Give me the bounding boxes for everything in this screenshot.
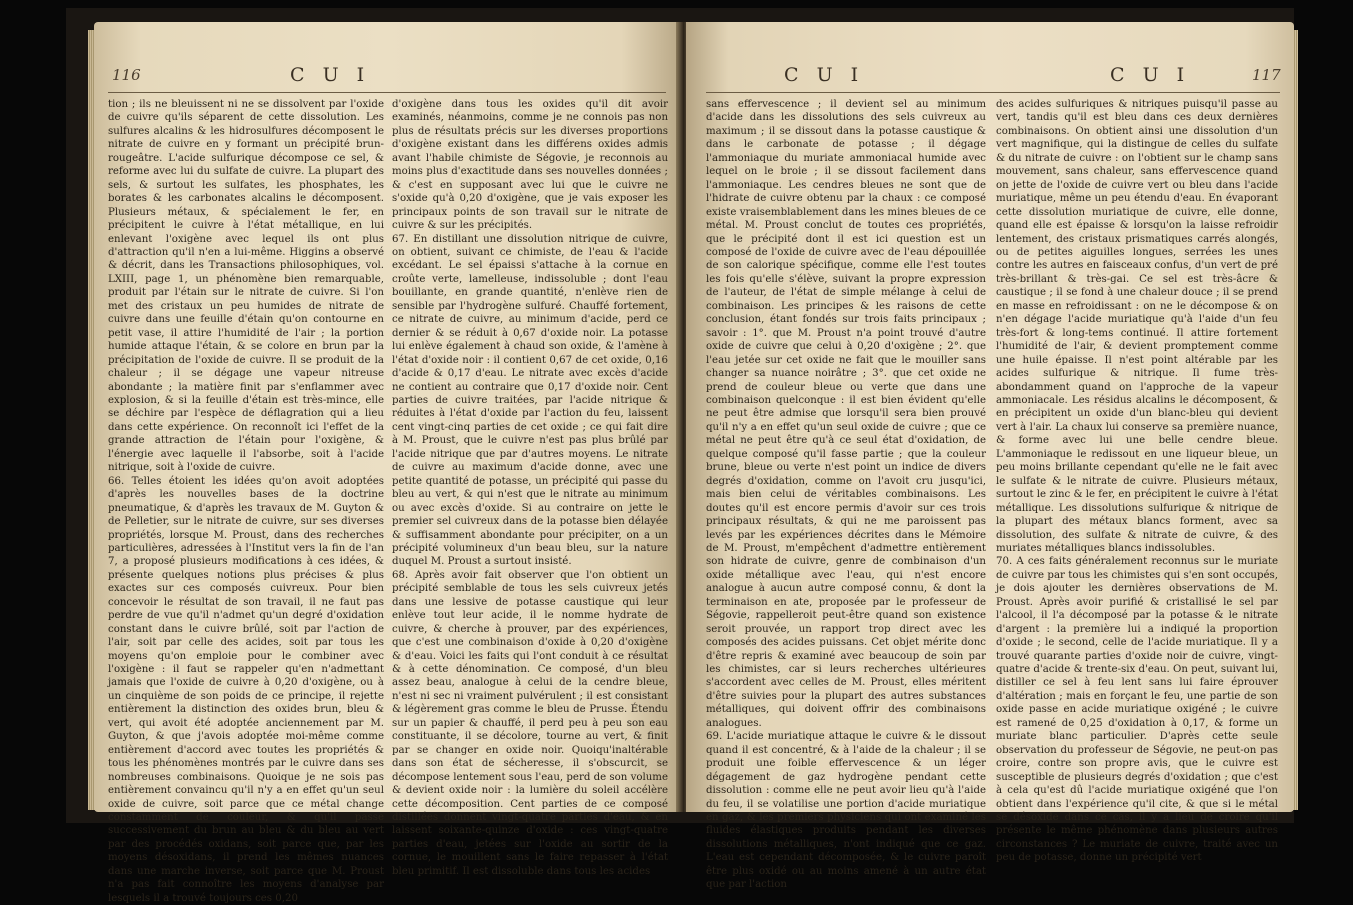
right-page-column-2 [996,98,1278,864]
left-page-column-2 [392,98,668,877]
right-page [686,22,1294,891]
right-running-head: C U I [1110,64,1191,86]
right-header-rule [706,92,1280,93]
left-running-head: C U I [290,64,371,86]
left-header-rule [108,92,666,93]
left-page-column-1 [108,98,384,904]
right-column-1-text: sans effervescence ; il devient sel au minimum d'acide dans les dissolutions des sels cuivreux au maximum ; il se dissout dans la potasse caustique & dans le carbonate de potasse ; il dégage l'ammoniaque du muriate ammoniacal humide avec lequel on le broie ; il se dissout facilement dans l'ammoniaque. Les cendres bleues ne sont que de l'hidrate de cuivre obtenu par la chaux : ce composé existe vraisemblablement dans les mines bleues de ce métal. M. Proust conclut de toutes ces propriétés, que le précipité dont il est ici question est un composé de l'oxide de cuivre avec de l'eau dépouillée de son calorique spécifique, comme elle l'est toutes les fois qu'elle s'élève, suivant la propre expression de l'auteur, de l'état de simple mélange à celui de combinaison. Les principes & les raisons de cette conclusion, étant fondés sur trois faits principaux ; savoir : 1°. que M. Proust n'a point trouvé d'autre oxide de cuivre que celui à 0,20 d'oxigène ; 2°. que l'eau jetée sur cet oxide ne fait que le mouiller sans changer sa nuance noirâtre ; 3°. que cet oxide ne prend de couleur bleue ou verte que dans une combinaison quelconque : il est bien évident qu'elle ne peut être admise que lorsqu'il sera bien prouvé qu'il n'y a en effet qu'un seul oxide de cuivre ; que ce métal ne peut être qu'à ce seul état d'oxidation, de quelque composé qu'il fasse partie ; que la couleur brune, bleue ou verte n'est point un indice de divers degrés d'oxidation, comme on l'avoit cru jusqu'ici, mais bien celui de véritables combinaisons. Les doutes qu'il est encore permis d'avoir sur ces trois principaux résultats, & qui ne me paroissent pas levés par les expériences décrites dans le Mémoire de M. Proust, m'empêchent d'admettre entièrement son hidrate de cuivre, genre de combinaison d'un oxide métallique avec l'eau, qui n'est encore analogue à aucun autre composé connu, & dont la terminaison en ate, proposée par le professeur de Ségovie, rappelleroit peut-être quand son existence seroit prouvée, un rapport trop direct avec les composés des acides puissans. Cet objet mérite donc d'être repris & examiné avec beaucoup de soin par les chimistes, car si leurs recherches ultérieures s'accordent avec celles de M. Proust, elles méritent d'être suivies pour la plupart des autres substances métalliques, qui doivent offrir des combinaisons analogues. 69. L'acide muriatique attaque le cuivre & le dissout quand il est concentré, & à l'aide de la chaleur ; il se produit une foible effervescence & un léger dégagement de gaz hydrogène pendant cette dissolution : comme elle ne peut avoir lieu qu'à l'aide du feu, il se volatilise une portion d'acide muriatique en gaz, & les premiers physiciens qui ont examiné les fluides élastiques produits pendant les diverses dissolutions métalliques, n'ont indiqué que ce gaz. L'eau est cependant décomposée, & le cuivre paroît être plus oxidé ou au moins amené à un autre état que par l'action [706,99,986,891]
left-column-2-text: d'oxigène dans tous les oxides qu'il dit avoir examinés, néanmoins, comme je ne connois pas non plus de résultats précis sur les diverses proportions d'oxigène existant dans les différens oxides admis avant l'habile chimiste de Ségovie, je reconnois au moins plus d'exactitude dans ses nouvelles données ; & c'est en supposant avec lui que le cuivre ne s'oxide qu'à 0,20 d'oxigène, que je vais exposer les principaux points de son travail sur le nitrate de cuivre & sur les précipités. 67. En distillant une dissolution nitrique de cuivre, on obtient, suivant ce chimiste, de l'eau & l'acide excédant. Le sel épaissi s'attache à la cornue en croûte verte, lamelleuse, indissoluble ; dont l'eau bouillante, en grande quantité, n'enlève rien de sensible par l'hydrogène sulfuré. Chauffé fortement, ce nitrate de cuivre, au minimum d'acide, perd ce dernier & se réduit à 0,67 d'oxide noir. La potasse lui enlève également à chaud son oxide, & l'amène à l'état d'oxide noir : il contient 0,67 de cet oxide, 0,16 d'acide & 0,17 d'eau. Le nitrate avec excès d'acide ne contient au contraire que 0,17 d'oxide noir. Cent parties de cuivre traitées, par l'acide nitrique & réduites à l'état d'oxide par l'action du feu, laissent cent vingt-cinq parties de cet oxide ; ce qui fait dire à M. Proust, que le cuivre n'est pas plus brûlé par l'acide nitrique que par d'autres moyens. Le nitrate de cuivre au maximum d'acide donne, avec une petite quantité de potasse, un précipité qui passe du bleu au vert, & qui n'est que le nitrate au minimum ou avec excès d'oxide. Si au contraire on jette le premier sel cuivreux dans de la potasse bien délayée & suffisamment abondante pour précipiter, on a un précipité volumineux d'un beau bleu, sur la nature duquel M. Proust a surtout insisté. 68. Après avoir fait observer que l'on obtient un précipité semblable de tous les sels cuivreux jetés dans une lessive de potasse caustique qui leur enlève tout leur acide, il le nomme hydrate de cuivre, & cherche à prouver, par des expériences, que c'est une combinaison d'oxide à 0,20 d'oxigène & d'eau. Voici les faits qui l'ont conduit à ce résultat & à cette dénomination. Ce composé, d'un bleu assez beau, analogue à celui de la cendre bleue, n'est ni sec ni vraiment pulvérulent ; il est consistant & légèrement gras comme le bleu de Prusse. Étendu sur un papier & chauffé, il perd peu à peu son eau constituante, il se décolore, tourne au vert, & finit par se changer en oxide noir. Quoiqu'inaltérable dans son état de sécheresse, il s'obscurcit, se décompose lentement sous l'eau, perd de son volume & devient oxide noir : la lumière du soleil accélère cette décomposition. Cent parties de ce composé distillées donnent vingt-quatre parties d'eau, & en laissent soixante-quinze d'oxide : ces vingt-quatre parties d'eau, jetées sur l'oxide au sortir de la cornue, le mouillent sans le faire repasser à l'état bleu primitif. Il est dissoluble dans tous les acides [392,99,668,877]
right-page-number: 117 [1252,66,1281,84]
right-page-column-1 [706,98,986,891]
left-page [94,22,680,904]
right-column-2-text: des acides sulfuriques & nitriques puisqu'il passe au vert, tandis qu'il est bleu dans ces deux dernières combinaisons. On obtient ainsi une dissolution d'un vert magnifique, qui la distingue de celles du sulfate & du nitrate de cuivre : on l'obtient sur le champ sans mouvement, sans chaleur, sans effervescence quand on jette de l'oxide de cuivre vert ou bleu dans l'acide muriatique, même un peu étendu d'eau. En évaporant cette dissolution muriatique de cuivre, elle donne, quand elle est épaisse & lorsqu'on la laisse refroidir lentement, des cristaux prismatiques carrés alongés, ou de petites aiguilles longues, serrées les unes contre les autres en faisceaux confus, d'un vert de pré très-brillant & très-gai. Ce sel est très-âcre & caustique ; il se fond à une chaleur douce ; il se prend en masse en refroidissant : on ne le décompose & on n'en dégage l'acide muriatique qu'à l'aide d'un feu très-fort & long-tems continué. Il attire fortement l'humidité de l'air, & devient promptement comme une huile épaisse. Il n'est point altérable par les acides sulfurique & nitrique. Il fume très-abondamment quand on l'approche de la vapeur ammoniacale. Les résidus alcalins le décomposent, & en précipitent un oxide d'un blanc-bleu qui devient vert à l'air. La chaux lui conserve sa première nuance, & forme avec lui une belle cendre bleue. L'ammoniaque le redissout en une liqueur bleue, un peu moins brillante cependant qu'elle ne le fait avec le sulfate & le nitrate de cuivre. Plusieurs métaux, surtout le zinc & le fer, en précipitent le cuivre à l'état métallique. Les dissolutions sulfurique & nitrique de la plupart des métaux blancs forment, avec sa dissolution, des sulfate & nitrate de cuivre, & des muriates métalliques blancs indissolubles. 70. A ces faits généralement reconnus sur le muriate de cuivre par tous les chimistes qui s'en sont occupés, je dois ajouter les dernières observations de M. Proust. Après avoir purifié & cristallisé le sel par l'alcool, il l'a décomposé par la potasse & le nitrate d'argent : la première lui a indiqué la proportion d'oxide ; le second, celle de l'acide muriatique. Il y a trouvé quarante parties d'oxide noir de cuivre, vingt-quatre d'acide & trente-six d'eau. On peut, suivant lui, distiller ce sel à feu lent sans lui faire éprouver d'altération ; mais en forçant le feu, une partie de son oxide passe en acide muriatique oxigéné ; le cuivre est ramené de 0,25 d'oxidation à 0,17, & forme un muriate blanc particulier. D'après cette seule observation du professeur de Ségovie, ne peut-on pas croire, contre son propre avis, que le cuivre est susceptible de plusieurs degrés d'oxidation ; que c'est à cela qu'est dû l'acide muriatique oxigéné que l'on obtient dans l'expérience qu'il cite, & que si le métal se désoxide dans ce cas, il y a lieu de croire qu'il présente le même phénomène dans plusieurs autres circonstances ? Le muriate de cuivre, traité avec un peu de potasse, donne un précipité vert [996,99,1278,864]
left-column-1-text: tion ; ils ne bleuissent ni ne se dissolvent par l'oxide de cuivre qu'ils séparent de cette dissolution. Les sulfures alcalins & les hidrosulfures décomposent le nitrate de cuivre en y formant un précipité brun-rougeâtre. L'acide sulfurique décompose ce sel, & reforme avec lui du sulfate de cuivre. La plupart des sels, & surtout les sulfates, les phosphates, les borates & les carbonates alcalins le décomposent. Plusieurs métaux, & spécialement le fer, en précipitent le cuivre à l'état métallique, en lui enlevant l'oxigène avec lequel ils ont plus d'attraction qu'il n'en a lui-même. Higgins a observé & décrit, dans les Transactions philosophiques, vol. LXIII, page 1, un phénomène bien remarquable, produit par l'étain sur le nitrate de cuivre. Si l'on met des cristaux un peu humides de nitrate de cuivre dans une feuille d'étain qu'on contourne en petit vase, il attire l'humidité de l'air ; la portion humide attaque l'étain, & se colore en brun par la précipitation de l'oxide de cuivre. Il se produit de la chaleur ; il se dégage une vapeur nitreuse abondante ; la matière finit par s'enflammer avec explosion, & si la feuille d'étain est très-mince, elle se déchire par l'espèce de déflagration qui a lieu dans cette expérience. On reconnoît ici l'effet de la grande attraction de l'étain pour l'oxigène, & l'énergie avec laquelle il l'absorbe, soit à l'acide nitrique, soit à l'oxide de cuivre. 66. Telles étoient les idées qu'on avoit adoptées d'après les nouvelles bases de la doctrine pneumatique, & d'après les travaux de M. Guyton & de Pelletier, sur le nitrate de cuivre, sur ses diverses propriétés, lorsque M. Proust, dans des recherches particulières, adressées à l'Institut vers la fin de l'an 7, a proposé plusieurs modifications à ces idées, & présente quelques notions plus précises & plus exactes sur ces composés cuivreux. Pour bien concevoir le résultat de son travail, il ne faut pas perdre de vue qu'il n'admet qu'un degré d'oxidation constant dans le cuivre brûlé, soit par l'action de l'air, soit par celle des acides, soit par tous les moyens qu'on emploie pour le combiner avec l'oxigène : il faut se rappeler qu'en n'admettant jamais que l'oxide de cuivre à 0,20 d'oxigène, ou à un cinquième de son poids de ce principe, il rejette entièrement la distinction des oxides brun, bleu & vert, qui avoit été adoptée anciennement par M. Guyton, & que j'avois adoptée moi-même comme entièrement d'accord avec toutes les propriétés & tous les phénomènes montrés par le cuivre dans ses nombreuses combinaisons. Quoique je ne sois pas entièrement convaincu qu'il n'y a en effet qu'un seul oxide de cuivre, soit parce que ce métal change constamment de couleur, & qu'il passe successivement du brun au bleu & du bleu au vert par des procédés oxidans, soit parce que, par les moyens désoxidans, il prend les mêmes nuances dans une marche inverse, soit parce que M. Proust n'a pas fait connoître les moyens d'analyse par lesquels il a trouvé toujours ces 0,20 [108,99,384,904]
left-page-number: 116 [112,66,141,84]
right-running-head-left: C U I [784,64,865,86]
